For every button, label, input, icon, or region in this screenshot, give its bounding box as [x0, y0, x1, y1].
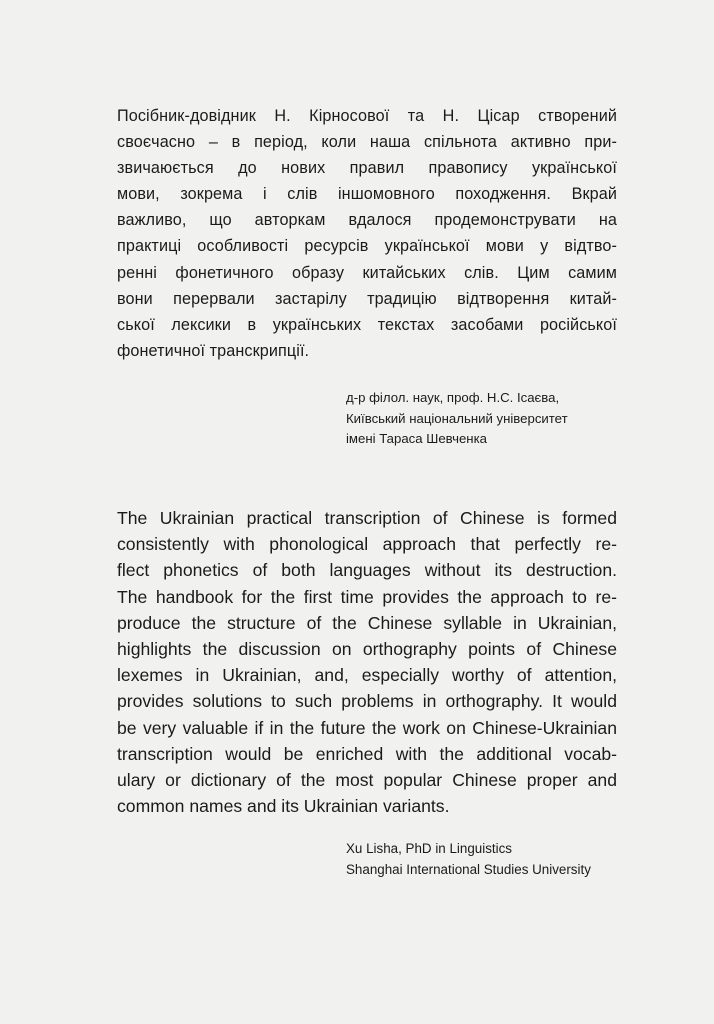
english-review-line: lexemes in Ukrainian, and, especially worthy of attention,: [117, 665, 617, 686]
english-review-paragraph: [117, 505, 617, 819]
ukrainian-review-line: звичаюється до нових правил правопису української: [117, 159, 617, 178]
signature-line: Xu Lisha, PhD in Linguistics: [346, 841, 512, 856]
english-review-line: ulary or dictionary of the most popular Chinese proper and: [117, 770, 617, 791]
ukrainian-review-line: практиці особливості ресурсів української мови у відтво-: [117, 237, 617, 256]
ukrainian-review-line: Посібник-довідник Н. Кірносової та Н. Цісар створений: [117, 107, 617, 125]
english-review-line: transcription would be enriched with the additional vocab-: [117, 743, 617, 764]
ukrainian-review-line: ської лексики в українських текстах засобами російської: [117, 315, 617, 334]
english-review-line: be very valuable if in the future the work on Chinese-Ukrainian: [117, 717, 617, 738]
english-review-line: highlights the discussion on orthography points of Chinese: [117, 639, 617, 660]
ukrainian-review-line: ренні фонетичного образу китайських слів. Цим самим: [117, 263, 617, 282]
ukrainian-review-line: фонетичної транскрипції.: [117, 341, 310, 360]
signature-line: імені Тараса Шевченка: [346, 431, 487, 446]
ukrainian-review-line: важливо, що авторкам вдалося продемонструвати на: [117, 211, 617, 230]
english-review-line: The handbook for the first time provides the approach to re-: [117, 586, 617, 607]
ukrainian-review-paragraph: [117, 103, 617, 364]
english-review-line: produce the structure of the Chinese syllable in Ukrainian,: [117, 612, 617, 633]
english-review-line: provides solutions to such problems in orthography. It would: [117, 691, 617, 712]
signature-line: Shanghai International Studies University: [346, 862, 591, 877]
english-review-signature: [346, 838, 591, 880]
signature-line: д-р філол. наук, проф. Н.С. Ісаєва,: [346, 390, 560, 405]
english-review-line: flect phonetics of both languages without its destruction.: [117, 560, 617, 581]
ukrainian-review-line: мови, зокрема і слів іншомовного походження. Вкрай: [117, 185, 617, 204]
english-review-line: consistently with phonological approach that perfectly re-: [117, 534, 617, 555]
english-review-line: The Ukrainian practical transcription of Chinese is formed: [117, 508, 617, 528]
ukrainian-review-line: вони перервали застарілу традицію відтворення китай-: [117, 289, 617, 308]
english-review-line: common names and its Ukrainian variants.: [117, 796, 450, 817]
signature-line: Київський національний університет: [346, 410, 568, 426]
ukrainian-review-signature: [346, 388, 568, 450]
ukrainian-review-line: своєчасно – в період, коли наша спільнота активно при-: [117, 133, 617, 152]
